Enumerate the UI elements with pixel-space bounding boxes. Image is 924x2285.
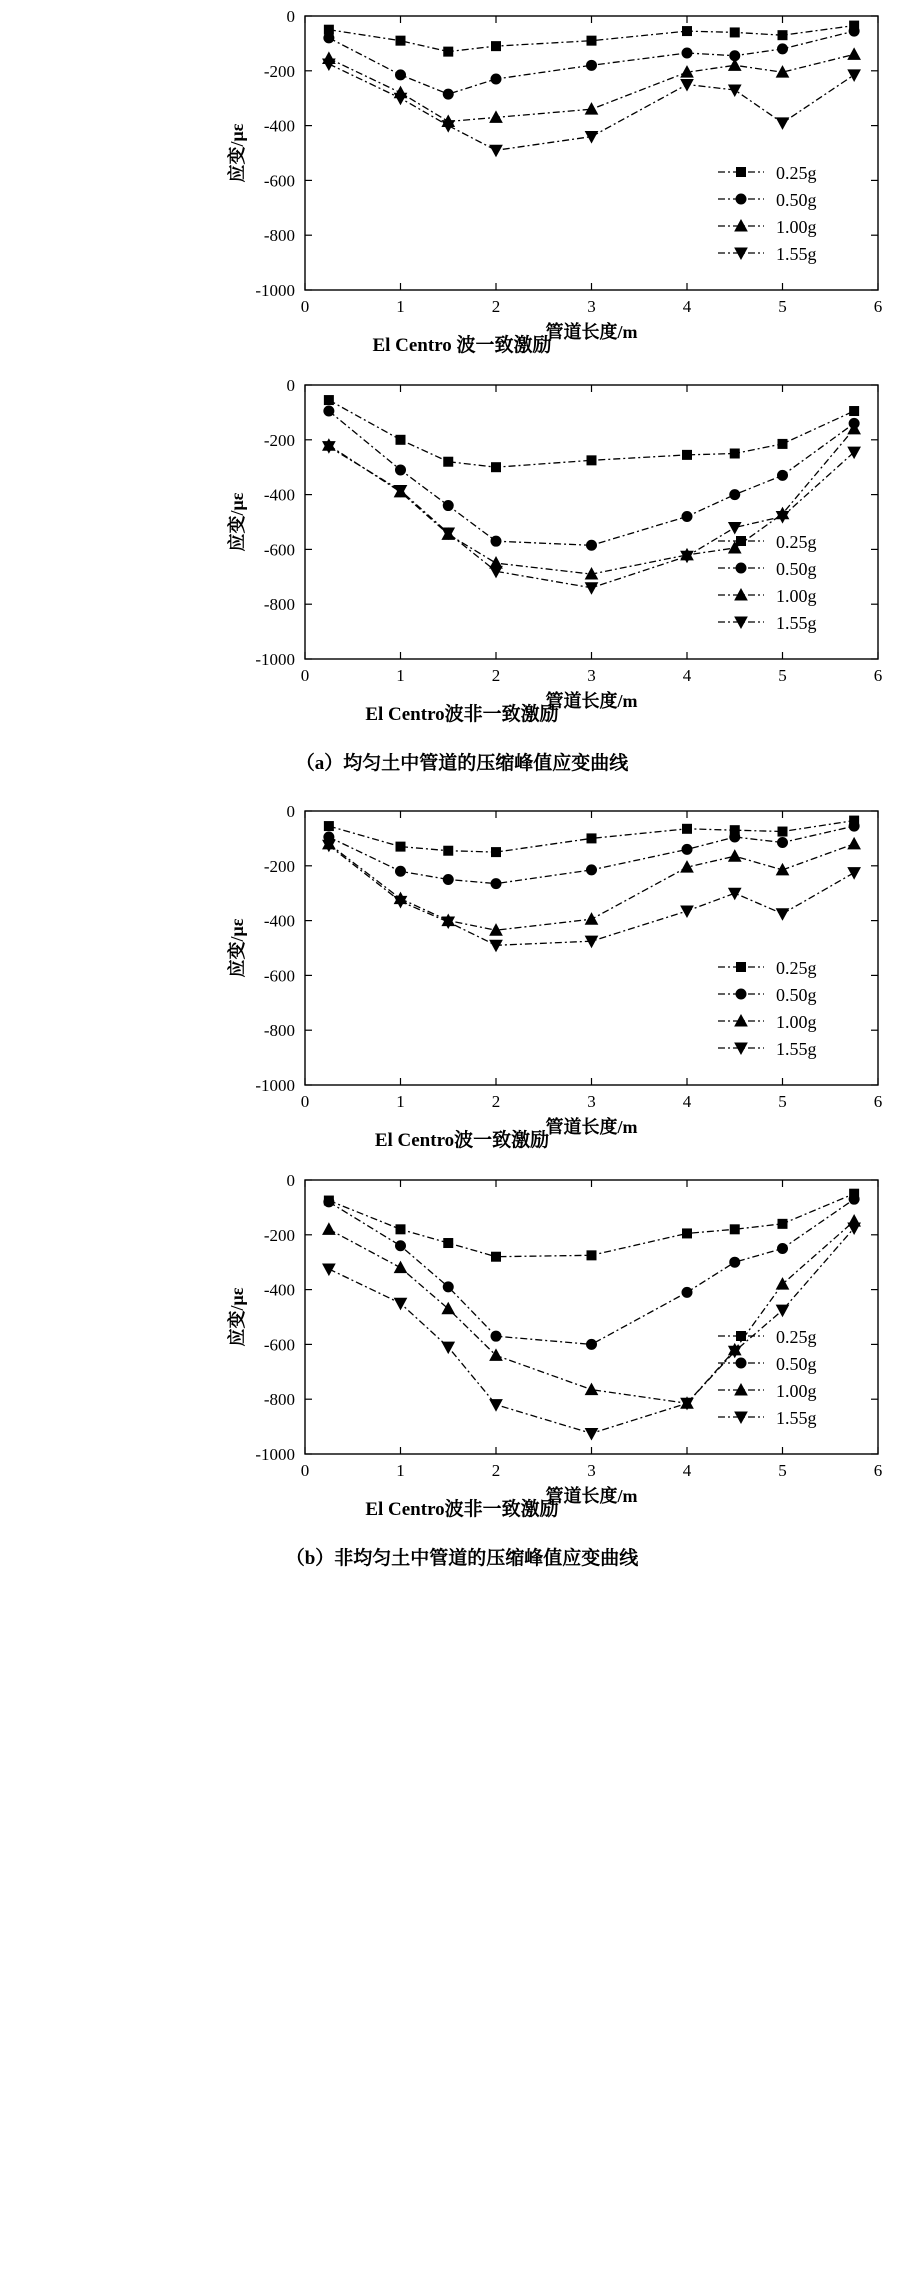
data-point-circle [324,1197,334,1207]
data-point-circle [491,536,501,546]
data-point-triangle-up [490,111,502,122]
x-tick-label: 1 [396,666,405,685]
x-tick-label: 2 [491,1092,501,1111]
x-tick-label: 4 [682,666,692,685]
y-axis-label: 应变/με [227,492,247,552]
data-point-circle [491,74,501,84]
data-point-circle [396,465,406,475]
x-tick-label: 3 [587,666,596,685]
chart-content-4 [226,1171,882,1506]
data-point-square [396,842,405,851]
legend-label-0.50g: 0.50g [776,559,817,579]
data-point-triangle-down [729,85,741,96]
data-point-triangle-up [777,864,789,875]
y-tick-label: -800 [263,1390,295,1410]
legend-label-1.55g: 1.55g [776,244,817,264]
data-point-square [492,463,501,472]
data-point-triangle-up [586,103,598,114]
chart-svg-b-uniform [0,795,924,1137]
data-point-triangle-down [777,909,789,920]
series-line-1.00g [329,429,854,574]
y-tick-label: 0 [286,802,295,821]
y-tick-label: -200 [263,430,295,450]
legend-label-1.55g: 1.55g [776,1408,817,1428]
data-point-circle [682,512,692,522]
legend-label-0.50g: 0.50g [776,190,817,210]
data-point-square [730,1225,739,1234]
data-point-square [444,457,453,466]
x-tick-label: 4 [682,1461,692,1480]
data-point-triangle-down [395,93,407,104]
x-tick-label: 3 [587,1461,596,1480]
data-point-circle [849,1194,859,1204]
data-point-square [396,36,405,45]
data-point-square [492,42,501,51]
y-tick-label: -600 [263,1335,295,1355]
y-axis-label: 应变/με [227,123,247,183]
chart-svg-a-uniform [0,0,924,342]
y-tick-label: -400 [263,485,295,505]
data-point-triangle-up [729,59,741,70]
y-tick-label: -1000 [255,1445,295,1464]
x-axis-label: 管道长度/m [545,1117,638,1137]
data-point-triangle-down [323,1264,335,1275]
data-point-square [587,456,596,465]
y-axis-label: 应变/με [227,1287,247,1347]
x-tick-label: 6 [873,1461,883,1480]
y-tick-label: -800 [263,1021,295,1041]
y-tick-label: -400 [263,1280,295,1300]
data-point-circle [324,33,334,43]
x-tick-label: 5 [778,1092,787,1111]
subtitle-a-uniform: El Centro 波一致激励 [372,335,552,356]
data-point-circle [443,89,453,99]
data-point-square [850,407,859,416]
data-point-square [587,834,596,843]
legend-label-1.55g: 1.55g [776,1039,817,1059]
data-point-triangle-down [490,1400,502,1411]
chart-content-3 [226,802,882,1137]
legend-label-1.55g: 1.55g [776,613,817,633]
data-point-circle [736,1358,746,1368]
data-point-triangle-down [729,522,741,533]
data-point-circle [736,194,746,204]
subtitle-b-uniform: El Centro波一致激励 [374,1130,550,1151]
panel-b-nonuniform [0,1164,924,1521]
x-tick-label: 0 [300,1092,310,1111]
data-point-triangle-down [848,868,860,879]
plot-a-uniform [0,0,924,342]
legend-label-0.25g: 0.25g [776,163,817,183]
y-tick-label: 0 [286,1171,295,1190]
data-point-circle [587,1339,597,1349]
plot-b-uniform [0,795,924,1137]
caption-b: （b）非均匀土中管道的压缩峰值应变曲线 [285,1548,639,1569]
x-tick-label: 2 [491,1461,501,1480]
data-point-square [683,824,692,833]
data-point-square [737,963,746,972]
x-tick-label: 1 [396,1461,405,1480]
data-point-square [444,1239,453,1248]
data-point-circle [849,821,859,831]
data-point-circle [491,1331,501,1341]
data-point-circle [849,26,859,36]
data-point-square [444,47,453,56]
data-point-square [396,435,405,444]
series-line-1.00g [329,1221,854,1403]
y-tick-label: -400 [263,911,295,931]
data-point-circle [491,879,501,889]
y-tick-label: -800 [263,595,295,615]
y-tick-label: -400 [263,116,295,136]
data-point-circle [443,875,453,885]
data-point-circle [778,470,788,480]
data-point-triangle-down [586,1428,598,1439]
legend-label-0.25g: 0.25g [776,1327,817,1347]
plot-b-nonuniform [0,1164,924,1506]
data-point-square [778,827,787,836]
x-tick-label: 3 [587,1092,596,1111]
data-point-triangle-up [729,850,741,861]
series-line-1.55g [329,845,854,945]
x-tick-label: 6 [873,1092,883,1111]
data-point-square [778,31,787,40]
y-tick-label: -1000 [255,650,295,669]
data-point-circle [682,1287,692,1297]
subtitle-b-nonuniform: El Centro波非一致激励 [365,1499,559,1520]
data-point-square [683,1229,692,1238]
panel-b-uniform [0,795,924,1152]
x-tick-label: 5 [778,1461,787,1480]
chart-content-1 [226,7,882,342]
legend-label-1.00g: 1.00g [776,586,817,606]
x-tick-label: 0 [300,297,310,316]
data-point-triangle-down [848,70,860,81]
y-tick-label: -200 [263,61,295,81]
data-point-circle [778,838,788,848]
data-point-square [737,537,746,546]
data-point-triangle-down [323,59,335,70]
legend-label-0.50g: 0.50g [776,1354,817,1374]
data-point-circle [730,832,740,842]
x-tick-label: 1 [396,297,405,316]
data-point-circle [587,865,597,875]
panel-a-uniform [0,0,924,357]
data-point-square [730,28,739,37]
chart-content-2 [226,376,882,711]
x-tick-label: 2 [491,666,501,685]
data-point-square [587,36,596,45]
x-tick-label: 3 [587,297,596,316]
data-point-square [324,396,333,405]
y-tick-label: -1000 [255,281,295,300]
data-point-circle [587,540,597,550]
legend-label-1.00g: 1.00g [776,217,817,237]
data-point-triangle-down [490,145,502,156]
plot-a-nonuniform [0,369,924,711]
data-point-square [737,1332,746,1341]
x-tick-label: 5 [778,297,787,316]
data-point-circle [396,866,406,876]
data-point-triangle-down [681,906,693,917]
series-line-0.25g [329,1194,854,1257]
y-tick-label: 0 [286,376,295,395]
data-point-square [587,1251,596,1260]
x-tick-label: 1 [396,1092,405,1111]
x-tick-label: 4 [682,297,692,316]
y-tick-label: -600 [263,540,295,560]
data-point-circle [587,60,597,70]
legend-label-1.00g: 1.00g [776,1012,817,1032]
data-point-square [778,1219,787,1228]
data-point-triangle-down [729,888,741,899]
legend-label-0.50g: 0.50g [776,985,817,1005]
y-tick-label: 0 [286,7,295,26]
legend-label-0.25g: 0.25g [776,958,817,978]
data-point-square [444,846,453,855]
data-point-circle [682,48,692,58]
data-point-square [737,168,746,177]
x-tick-label: 6 [873,666,883,685]
data-point-square [730,449,739,458]
chart-svg-b-nonuniform [0,1164,924,1506]
data-point-triangle-up [323,1223,335,1234]
data-point-square [492,1252,501,1261]
subtitle-a-nonuniform: El Centro波非一致激励 [365,704,559,725]
data-point-square [778,439,787,448]
data-point-square [396,1225,405,1234]
data-point-triangle-up [777,1278,789,1289]
data-point-triangle-up [395,1262,407,1273]
data-point-circle [736,989,746,999]
x-tick-label: 6 [873,297,883,316]
data-point-square [683,27,692,36]
data-point-circle [730,1257,740,1267]
series-line-0.50g [329,411,854,545]
data-point-square [492,848,501,857]
x-axis-label: 管道长度/m [545,322,638,342]
data-point-square [683,450,692,459]
legend-label-0.25g: 0.25g [776,532,817,552]
x-tick-label: 2 [491,297,501,316]
data-point-square [324,822,333,831]
series-line-0.50g [329,1199,854,1344]
y-tick-label: -200 [263,856,295,876]
x-tick-label: 0 [300,1461,310,1480]
data-point-circle [443,1282,453,1292]
data-point-circle [730,490,740,500]
data-point-triangle-down [586,583,598,594]
data-point-triangle-up [848,48,860,59]
data-point-circle [682,844,692,854]
x-tick-label: 5 [778,666,787,685]
y-tick-label: -600 [263,171,295,191]
data-point-circle [778,1244,788,1254]
x-tick-label: 4 [682,1092,692,1111]
data-point-triangle-up [586,1384,598,1395]
data-point-triangle-up [848,838,860,849]
caption-a: （a）均匀土中管道的压缩峰值应变曲线 [295,753,629,774]
data-point-triangle-up [586,913,598,924]
y-tick-label: -200 [263,1225,295,1245]
data-point-triangle-down [681,80,693,91]
data-point-circle [443,501,453,511]
y-tick-label: -600 [263,966,295,986]
x-axis-label: 管道长度/m [545,691,638,711]
panel-a-nonuniform [0,369,924,726]
data-point-triangle-down [777,118,789,129]
data-point-triangle-up [490,1349,502,1360]
y-axis-label: 应变/με [227,918,247,978]
x-axis-label: 管道长度/m [545,1486,638,1506]
data-point-circle [396,70,406,80]
legend-label-1.00g: 1.00g [776,1381,817,1401]
data-point-circle [778,44,788,54]
x-tick-label: 0 [300,666,310,685]
y-tick-label: -1000 [255,1076,295,1095]
chart-svg-a-nonuniform [0,369,924,711]
data-point-circle [396,1241,406,1251]
data-point-circle [324,406,334,416]
y-tick-label: -800 [263,226,295,246]
data-point-circle [736,563,746,573]
